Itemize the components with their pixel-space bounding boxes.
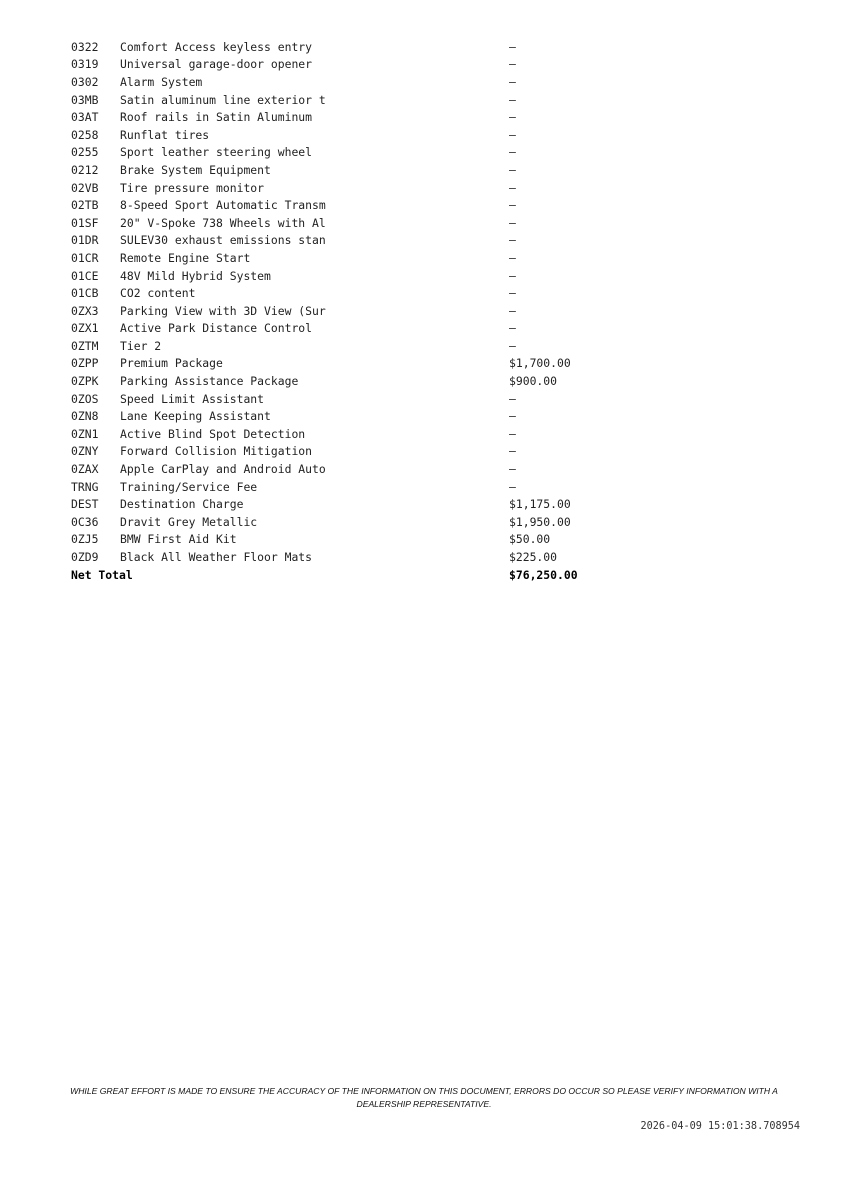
option-price: —	[509, 162, 516, 177]
option-price: $225.00	[509, 550, 558, 565]
option-code: 01CE	[71, 268, 99, 283]
line-item-row	[71, 355, 611, 373]
option-code: 03MB	[71, 92, 99, 107]
option-price: —	[509, 57, 516, 72]
option-description: Parking View with 3D View (Sur	[120, 303, 326, 318]
option-code: 0ZX3	[71, 303, 99, 318]
option-description: CO2 content	[120, 286, 196, 301]
options-table-body	[71, 38, 611, 566]
option-code: 0ZPK	[71, 374, 99, 389]
option-price: —	[509, 338, 516, 353]
option-description: Speed Limit Assistant	[120, 391, 265, 406]
option-price: —	[509, 39, 516, 54]
option-code: 0ZN1	[71, 426, 99, 441]
option-description: Tier 2	[120, 338, 162, 353]
option-description: Remote Engine Start	[120, 250, 251, 265]
option-code: 0ZN8	[71, 409, 99, 424]
option-description: Lane Keeping Assistant	[120, 409, 271, 424]
option-price: —	[509, 321, 516, 336]
line-item-row	[71, 513, 611, 531]
option-description: Active Park Distance Control	[120, 321, 313, 336]
option-price: —	[509, 250, 516, 265]
option-price: $50.00	[509, 532, 551, 547]
option-description: Active Blind Spot Detection	[120, 426, 306, 441]
option-code: 01CR	[71, 250, 99, 265]
net-total-label: Net Total	[71, 567, 133, 582]
option-description: Sport leather steering wheel	[120, 145, 313, 160]
line-item-row	[71, 372, 611, 390]
option-code: 0302	[71, 74, 99, 89]
option-code: 0ZPP	[71, 356, 99, 371]
option-description: Roof rails in Satin Aluminum	[120, 110, 313, 125]
line-item-row	[71, 531, 611, 549]
option-price: —	[509, 127, 516, 142]
option-description: Universal garage-door opener	[120, 57, 313, 72]
option-price: —	[509, 426, 516, 441]
option-price: $900.00	[509, 374, 558, 389]
option-price: —	[509, 145, 516, 160]
option-code: 0ZOS	[71, 391, 99, 406]
option-description: Premium Package	[120, 356, 223, 371]
option-code: 0258	[71, 127, 99, 142]
line-item-row	[71, 73, 611, 91]
line-item-row	[71, 443, 611, 461]
line-item-row	[71, 320, 611, 338]
option-code: 02TB	[71, 198, 99, 213]
option-price: —	[509, 479, 516, 494]
option-description: Parking Assistance Package	[120, 374, 299, 389]
option-description: Alarm System	[120, 74, 203, 89]
line-item-row	[71, 390, 611, 408]
option-description: Forward Collision Mitigation	[120, 444, 313, 459]
line-item-row	[71, 337, 611, 355]
option-price: —	[509, 303, 516, 318]
option-price: $1,175.00	[509, 497, 571, 512]
option-code: 0ZTM	[71, 338, 99, 353]
option-description: Satin aluminum line exterior t	[120, 92, 326, 107]
option-code: 0322	[71, 39, 99, 54]
option-price: —	[509, 215, 516, 230]
option-description: Runflat tires	[120, 127, 210, 142]
option-price: —	[509, 110, 516, 125]
line-item-row	[71, 407, 611, 425]
options-table	[71, 38, 611, 583]
option-description: BMW First Aid Kit	[120, 532, 237, 547]
line-item-row	[71, 478, 611, 496]
line-item-row	[71, 91, 611, 109]
option-price: —	[509, 409, 516, 424]
option-price: —	[509, 286, 516, 301]
option-description: Training/Service Fee	[120, 479, 258, 494]
option-code: 0212	[71, 162, 99, 177]
net-total-value: $76,250.00	[509, 567, 578, 582]
option-price: —	[509, 391, 516, 406]
line-item-row	[71, 460, 611, 478]
option-code: 0ZX1	[71, 321, 99, 336]
line-item-row	[71, 179, 611, 197]
timestamp: 2026-04-09 15:01:38.708954	[640, 1121, 800, 1132]
option-price: $1,700.00	[509, 356, 571, 371]
option-price: —	[509, 444, 516, 459]
option-description: 48V Mild Hybrid System	[120, 268, 271, 283]
option-price: —	[509, 233, 516, 248]
option-description: Apple CarPlay and Android Auto	[120, 462, 326, 477]
line-item-row	[71, 196, 611, 214]
line-item-row	[71, 249, 611, 267]
option-description: Dravit Grey Metallic	[120, 514, 258, 529]
option-code: 02VB	[71, 180, 99, 195]
option-price: —	[509, 462, 516, 477]
option-code: TRNG	[71, 479, 99, 494]
line-item-row	[71, 161, 611, 179]
line-item-row	[71, 302, 611, 320]
option-description: 20" V-Spoke 738 Wheels with Al	[120, 215, 326, 230]
option-code: DEST	[71, 497, 99, 512]
option-code: 0C36	[71, 514, 99, 529]
option-description: Black All Weather Floor Mats	[120, 550, 313, 565]
option-description: Comfort Access keyless entry	[120, 39, 313, 54]
line-item-row	[71, 548, 611, 566]
disclaimer: WHILE GREAT EFFORT IS MADE TO ENSURE THE ACCURACY OF THE INFORMATION ON THIS DOCUMENT, ERRORS DO OCCUR SO PLEASE VERIFY INFORMATION WITH A DEALERSHIP REPRESENTATIVE.	[70, 1086, 778, 1109]
option-price: —	[509, 92, 516, 107]
option-price: —	[509, 180, 516, 195]
line-item-row	[71, 425, 611, 443]
line-item-row	[71, 144, 611, 162]
option-code: 0ZD9	[71, 550, 99, 565]
option-code: 0ZJ5	[71, 532, 99, 547]
option-description: 8-Speed Sport Automatic Transm	[120, 198, 326, 213]
option-price: —	[509, 74, 516, 89]
line-item-row	[71, 214, 611, 232]
line-item-row	[71, 232, 611, 250]
option-code: 0255	[71, 145, 99, 160]
option-price: —	[509, 268, 516, 283]
option-description: Tire pressure monitor	[120, 180, 265, 195]
line-item-row	[71, 38, 611, 56]
option-description: SULEV30 exhaust emissions stan	[120, 233, 326, 248]
line-item-row	[71, 284, 611, 302]
option-code: 01DR	[71, 233, 99, 248]
line-item-row	[71, 56, 611, 74]
line-item-row	[71, 126, 611, 144]
option-description: Brake System Equipment	[120, 162, 271, 177]
option-code: 0319	[71, 57, 99, 72]
option-price: $1,950.00	[509, 514, 571, 529]
line-item-row	[71, 108, 611, 126]
option-price: —	[509, 198, 516, 213]
option-code: 0ZAX	[71, 462, 99, 477]
line-item-row	[71, 495, 611, 513]
option-description: Destination Charge	[120, 497, 244, 512]
option-code: 01CB	[71, 286, 99, 301]
option-code: 01SF	[71, 215, 99, 230]
line-item-row	[71, 267, 611, 285]
option-code: 03AT	[71, 110, 99, 125]
net-total-row	[71, 566, 611, 584]
option-code: 0ZNY	[71, 444, 99, 459]
